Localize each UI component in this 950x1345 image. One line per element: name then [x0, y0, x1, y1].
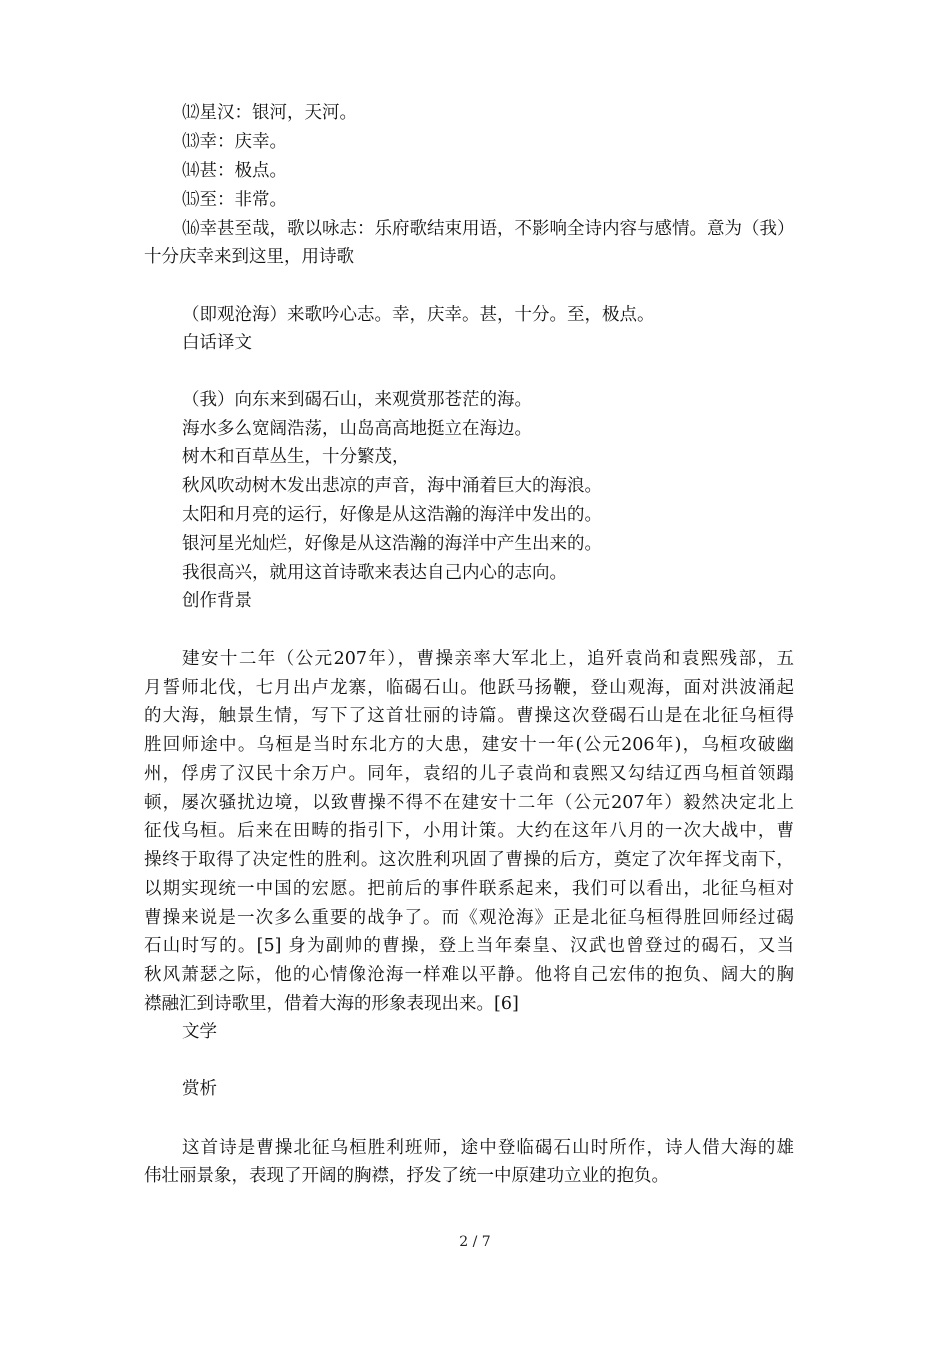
background-line: 胜回师途中。乌桓是当时东北方的大患，建安十一年(公元206年)，乌桓攻破幽	[144, 735, 794, 755]
translation-line: 我很高兴，就用这首诗歌来表达自己内心的志向。	[182, 563, 567, 583]
translation-line: （我）向东来到碣石山，来观赏那苍茫的海。	[182, 390, 532, 410]
note-line: （即观沧海）来歌吟心志。幸，庆幸。甚，十分。至，极点。	[182, 305, 655, 325]
translation-line: 太阳和月亮的运行，好像是从这浩瀚的海洋中发出的。	[182, 505, 602, 525]
section-heading-appreciation: 赏析	[182, 1079, 217, 1099]
background-line: 顿，屡次骚扰边境，以致曹操不得不在建安十二年（公元207年）毅然决定北上	[144, 793, 794, 813]
translation-line: 树木和百草丛生，十分繁茂，	[182, 447, 410, 467]
translation-line: 海水多么宽阔浩荡，山岛高高地挺立在海边。	[182, 419, 532, 439]
background-line: 以期实现统一中国的宏愿。把前后的事件联系起来，我们可以看出，北征乌桓对	[144, 879, 794, 899]
note-line: ⒁甚：极点。	[182, 161, 287, 181]
background-line: 曹操来说是一次多么重要的战争了。而《观沧海》正是北征乌桓得胜回师经过碣	[144, 908, 794, 928]
note-line: ⒂至：非常。	[182, 190, 287, 210]
background-line: 操终于取得了决定性的胜利。这次胜利巩固了曹操的后方，奠定了次年挥戈南下，	[144, 850, 794, 870]
background-line: 的大海，触景生情，写下了这首壮丽的诗篇。曹操这次登碣石山是在北征乌桓得	[144, 706, 794, 726]
background-line: 建安十二年（公元207年），曹操亲率大军北上，追歼袁尚和袁熙残部，五	[182, 649, 794, 669]
section-heading-background: 创作背景	[182, 591, 252, 611]
section-heading-literature: 文学	[182, 1022, 217, 1042]
background-line: 石山时写的。[5] 身为副帅的曹操，登上当年秦皇、汉武也曾登过的碣石，又当	[144, 936, 794, 956]
note-line: ⒃幸甚至哉，歌以咏志：乐府歌结束用语，不影响全诗内容与感情。意为（我）	[182, 219, 795, 239]
note-line: ⑿星汉：银河，天河。	[182, 103, 357, 123]
note-line: 十分庆幸来到这里，用诗歌	[144, 247, 354, 267]
background-line: 征伐乌桓。后来在田畴的指引下，小用计策。大约在这年八月的一次大战中，曹	[144, 821, 794, 841]
background-line: 秋风萧瑟之际，他的心情像沧海一样难以平静。他将自己宏伟的抱负、阔大的胸	[144, 965, 794, 985]
appreciation-line: 伟壮丽景象，表现了开阔的胸襟，抒发了统一中原建功立业的抱负。	[144, 1166, 669, 1186]
page-number: 2 / 7	[459, 1234, 491, 1250]
background-line: 月誓师北伐，七月出卢龙寨，临碣石山。他跃马扬鞭，登山观海，面对洪波涌起	[144, 678, 794, 698]
translation-line: 银河星光灿烂，好像是从这浩瀚的海洋中产生出来的。	[182, 534, 602, 554]
background-line: 襟融汇到诗歌里，借着大海的形象表现出来。[6]	[144, 994, 519, 1014]
note-line: ⒀幸：庆幸。	[182, 132, 287, 152]
appreciation-line: 这首诗是曹操北征乌桓胜利班师，途中登临碣石山时所作，诗人借大海的雄	[182, 1138, 794, 1158]
background-line: 州，俘虏了汉民十余万户。同年，袁绍的儿子袁尚和袁熙又勾结辽西乌桓首领蹋	[144, 764, 794, 784]
translation-line: 秋风吹动树木发出悲凉的声音，海中涌着巨大的海浪。	[182, 476, 602, 496]
section-heading-translation: 白话译文	[182, 333, 252, 353]
